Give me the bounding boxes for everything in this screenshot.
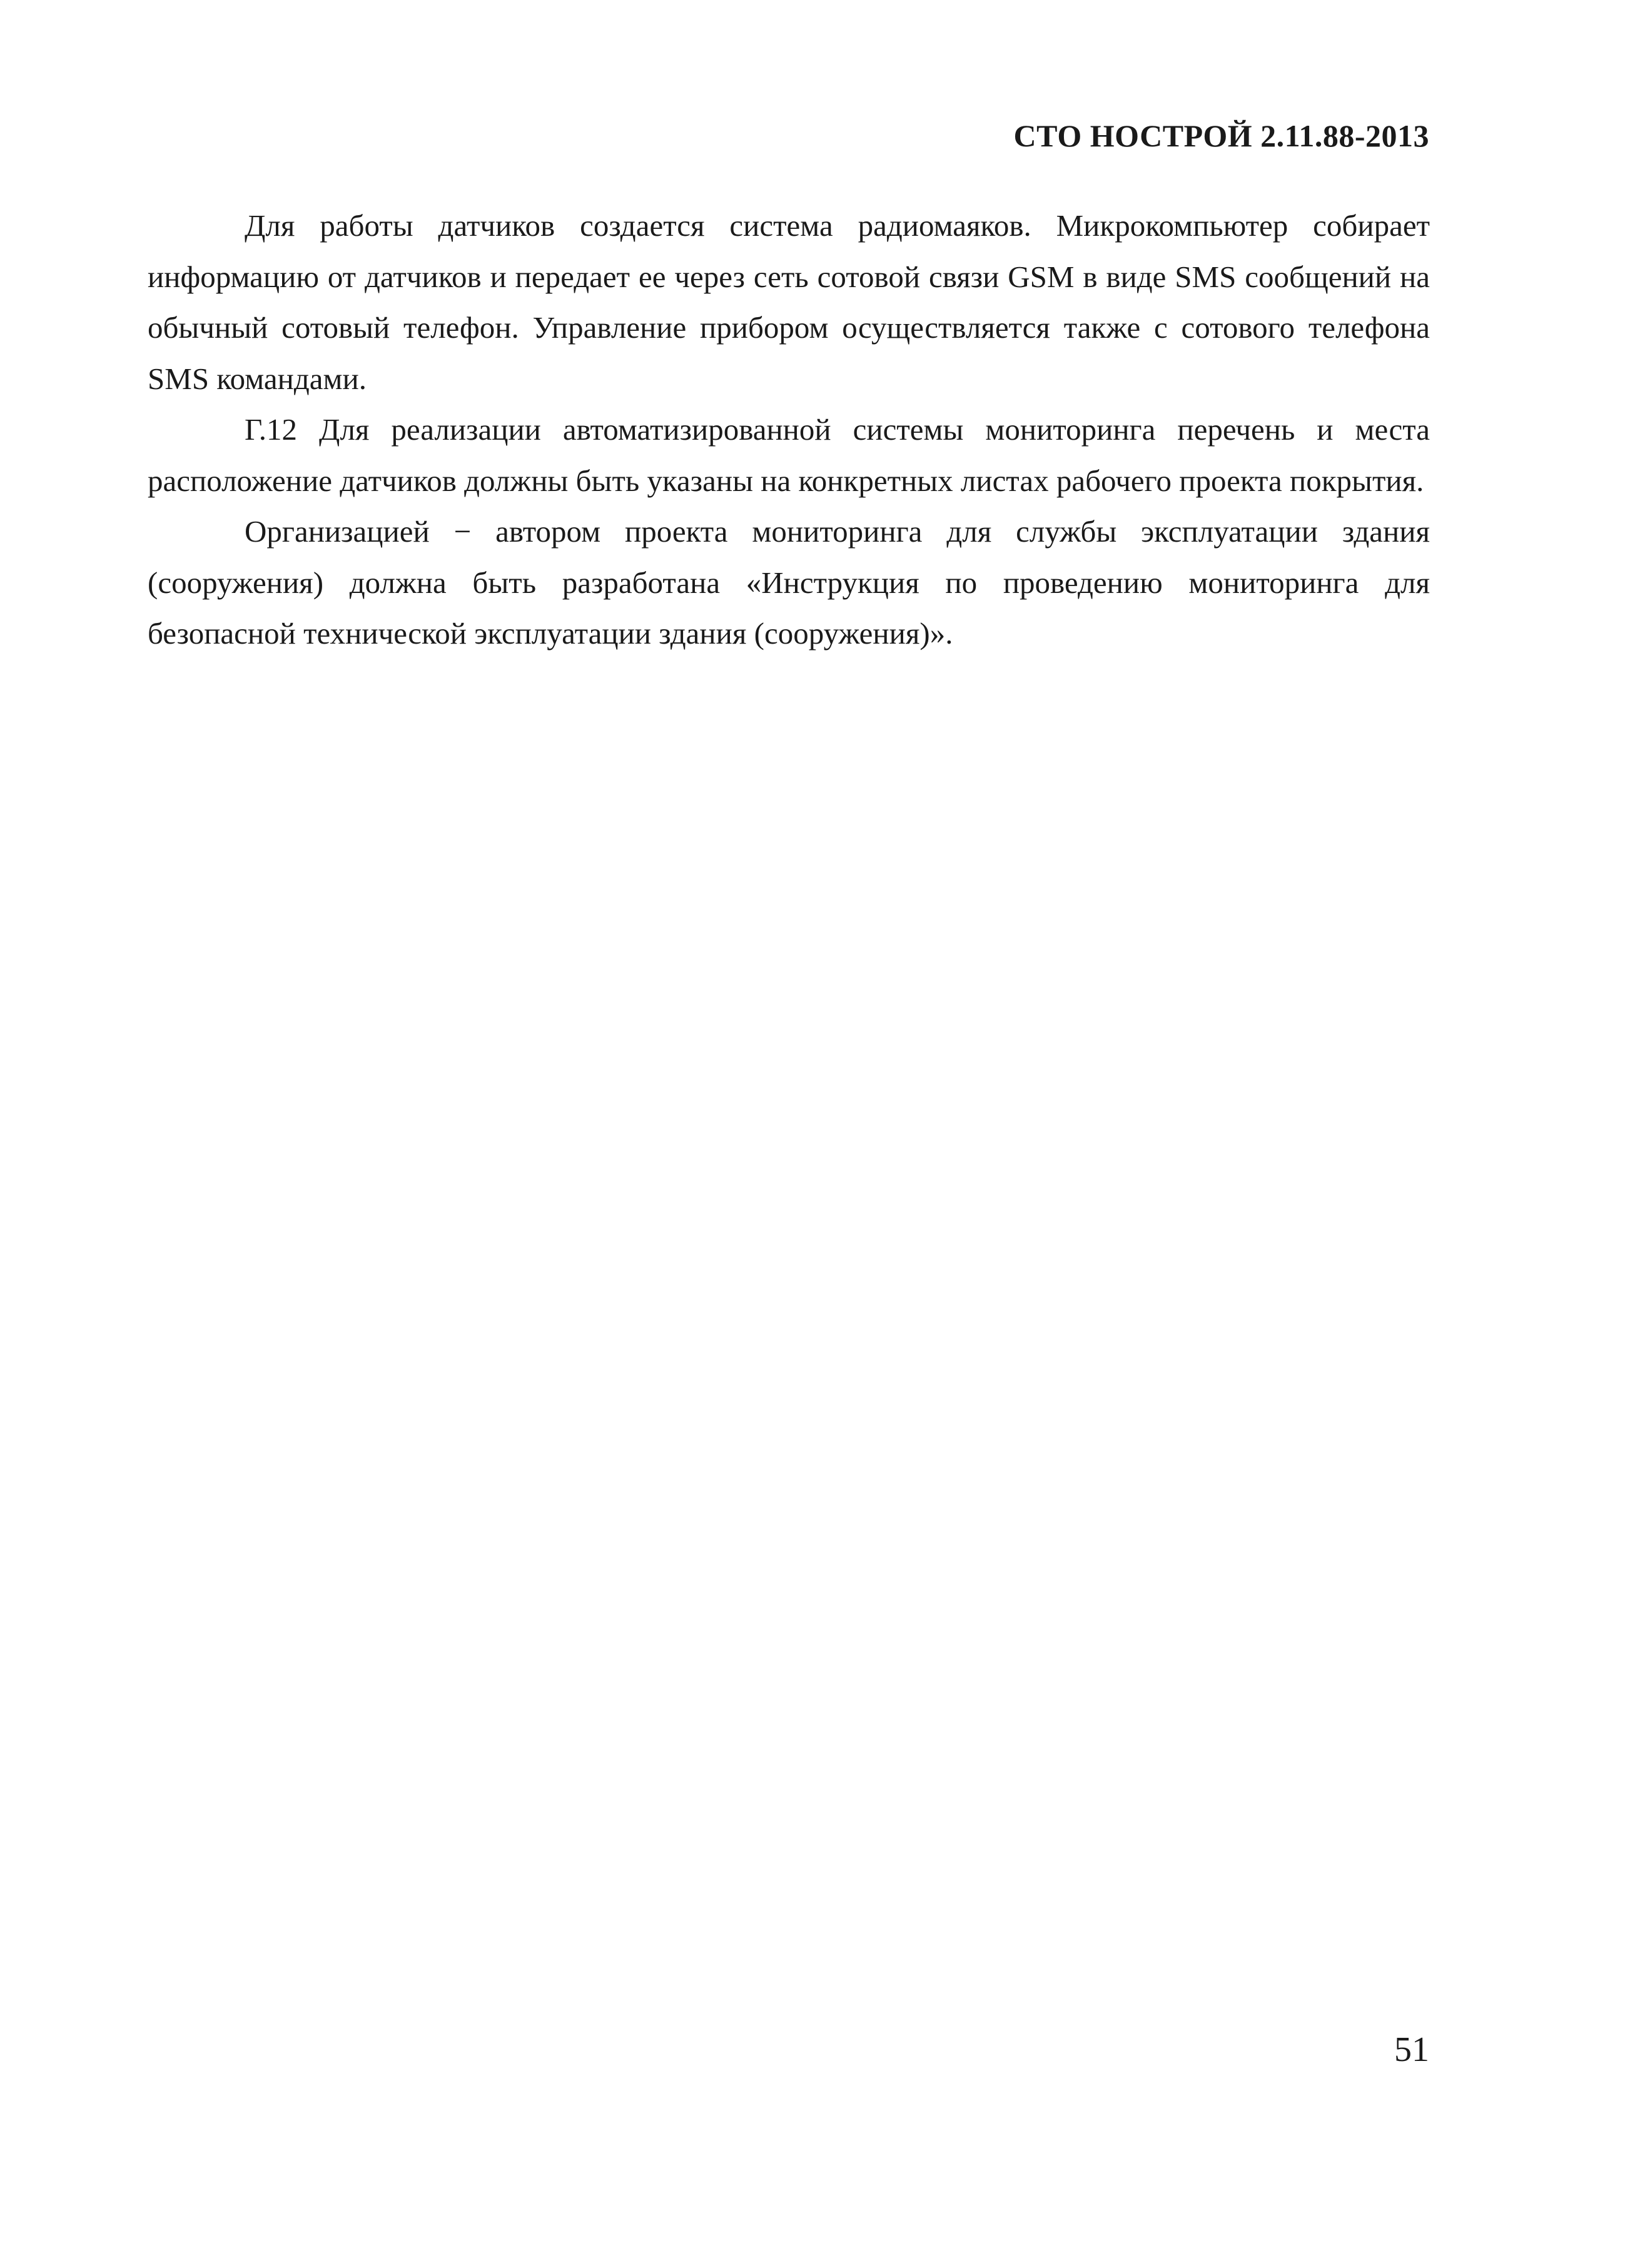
- page-number: 51: [1394, 2030, 1429, 2069]
- document-code-header: СТО НОСТРОЙ 2.11.88-2013: [1013, 118, 1429, 153]
- paragraph-radio-beacons: Для работы датчиков создается система радиомаяков. Микрокомпьютер собирает информацию от датчиков и передает ее через сеть сотовой связи GSM в виде SMS сообщений на обычный сотовый телефон. Управление прибором осуществляется также с сотового телефона SMS командами.: [148, 208, 1430, 396]
- paragraph-monitoring-instruction: Организацией − автором проекта мониторинга для службы эксплуатации здания (сооружения) должна быть разработана «Инструкция по проведению мониторинга для безопасной технической эксплуатации здания (сооружения)».: [148, 514, 1430, 651]
- paragraph-g12-sensor-placement: Г.12 Для реализации автоматизированной системы мониторинга перечень и места расположение датчиков должны быть указаны на конкретных листах рабочего проекта покрытия.: [148, 412, 1430, 498]
- document-body: [148, 200, 1430, 659]
